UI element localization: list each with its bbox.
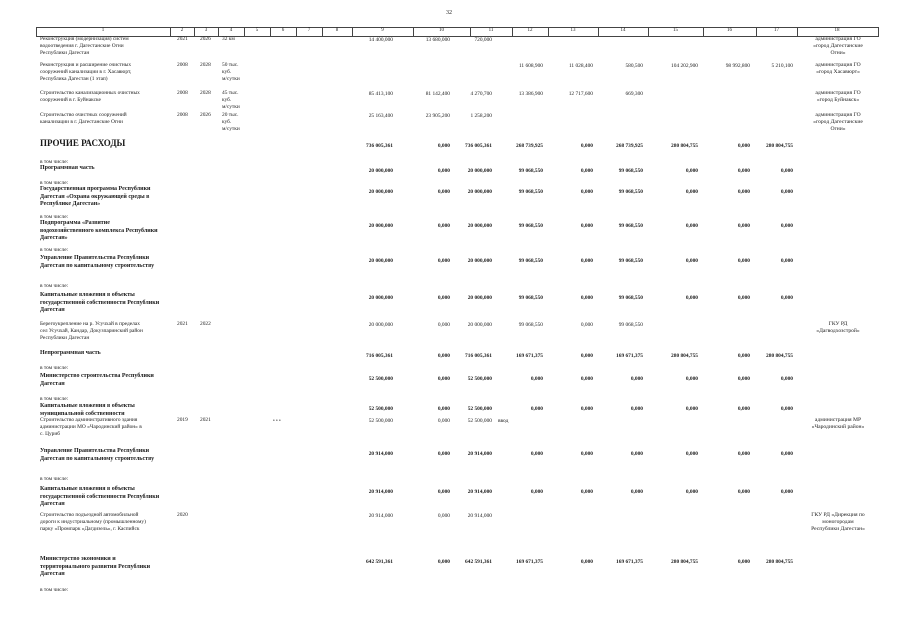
amount-v10: 20 914,000 <box>467 489 492 495</box>
row-label: Строительство подъездной автомобильной дороги к индустриальному (промышленному) парку «Промпарк «Дагдизель», г. Каспийск <box>40 512 146 532</box>
amount-v10: 52 500,000 <box>467 406 492 412</box>
amount-v14: 580,500 <box>625 63 643 69</box>
start-year: 2019 <box>177 417 188 423</box>
empty-column-dots: • • • <box>273 419 281 424</box>
amount-v8: 20 914,000 <box>368 513 393 519</box>
amount-v9: 0,000 <box>437 376 450 382</box>
column-divider <box>470 27 471 36</box>
amount-v10: 20 000,000 <box>467 223 492 229</box>
column-header: 15 <box>673 28 678 33</box>
amount-v15: 0,000 <box>685 258 698 264</box>
amount-v14: 0,000 <box>630 451 643 457</box>
capacity: 50 тыс. куб. м/сутки <box>222 62 240 82</box>
row-label: Строительство очистных сооружений канализации в г. Дагестанские Огни <box>40 112 127 125</box>
column-divider <box>352 27 353 36</box>
row-label: в том числе: <box>40 587 69 593</box>
amount-v13: 0,000 <box>580 143 593 149</box>
amount-v12: 268 739,925 <box>516 143 543 149</box>
row-label: Управление Правительства Республики Дагестан по капитальному строительству <box>40 255 155 269</box>
amount-v8: 642 591,361 <box>366 559 393 565</box>
amount-v15: 0,000 <box>685 189 698 195</box>
amount-v15: 0,000 <box>685 295 698 301</box>
start-year: 2008 <box>177 90 188 96</box>
amount-v14: 0,000 <box>630 406 643 412</box>
amount-v15: 280 804,755 <box>671 143 698 149</box>
amount-v13: 0,000 <box>580 322 593 328</box>
amount-v8: 20 914,000 <box>368 489 393 495</box>
responsible-org: ГКУ РД «Дагводхозстрой» <box>816 321 860 334</box>
column-header: 1 <box>101 28 105 33</box>
amount-v17: 280 804,755 <box>766 559 793 565</box>
column-divider <box>703 27 704 36</box>
amount-v10: 20 000,000 <box>467 189 492 195</box>
amount-v17: 0,000 <box>780 376 793 382</box>
end-year: 2021 <box>200 417 211 423</box>
amount-v8: 52 500,000 <box>368 376 393 382</box>
amount-v9: 0,000 <box>437 223 450 229</box>
start-year: 2020 <box>177 512 188 518</box>
amount-v13: 0,000 <box>580 489 593 495</box>
column-header: 2 <box>180 28 184 33</box>
amount-v13: 0,000 <box>580 189 593 195</box>
amount-v9: 0,000 <box>437 418 450 424</box>
amount-v16: 0,000 <box>737 559 750 565</box>
row-label: Министерство строительства Республики Дагестан <box>40 373 154 387</box>
amount-v10: 642 591,361 <box>465 559 492 565</box>
amount-v15: 280 804,755 <box>671 353 698 359</box>
amount-v15: 0,000 <box>685 168 698 174</box>
responsible-org: администрация ГО «город Дагестанские Огни» <box>813 36 863 56</box>
column-header: 8 <box>335 28 339 33</box>
row-label: в том числе: <box>40 396 69 402</box>
amount-v14: 99 068,550 <box>618 322 643 328</box>
column-divider <box>512 27 513 36</box>
column-header: 6 <box>281 28 285 33</box>
amount-v10: 20 000,000 <box>467 295 492 301</box>
amount-v8: 20 000,000 <box>368 189 393 195</box>
amount-v12: 0,000 <box>530 406 543 412</box>
column-divider <box>797 27 798 36</box>
amount-v16: 0,000 <box>737 353 750 359</box>
responsible-org: администрация ГО «город Дагестанские Огни» <box>813 112 863 132</box>
capacity: 20 тыс. куб. м/сутки <box>222 112 240 132</box>
amount-v13: 11 028,400 <box>568 63 593 69</box>
amount-v9: 0,000 <box>437 295 450 301</box>
amount-v12: 99 068,550 <box>518 295 543 301</box>
end-year: 2028 <box>200 62 211 68</box>
column-header: 7 <box>307 28 311 33</box>
amount-v14: 0,000 <box>630 376 643 382</box>
column-divider <box>194 27 195 36</box>
column-header: 16 <box>727 28 732 33</box>
row-label: Берегоукрепление на р. Усучхай в пределах сел Усучхай, Кандар, Докузпаринский район Республики Дагестан <box>40 321 143 341</box>
amount-v9: 0,000 <box>437 406 450 412</box>
amount-v9: 0,000 <box>437 168 450 174</box>
column-divider <box>218 27 219 36</box>
amount-v9: 0,000 <box>437 451 450 457</box>
row-label: ПРОЧИЕ РАСХОДЫ <box>40 138 126 148</box>
amount-v16: 0,000 <box>737 143 750 149</box>
end-year: 2022 <box>200 321 211 327</box>
row-label: в том числе: <box>40 365 69 371</box>
column-divider <box>598 27 599 36</box>
column-divider <box>548 27 549 36</box>
amount-v12: 99 068,550 <box>518 189 543 195</box>
amount-v14: 99 068,550 <box>618 189 643 195</box>
amount-v12: 169 671,375 <box>516 353 543 359</box>
amount-v16: 0,000 <box>737 295 750 301</box>
amount-v10: 20 000,000 <box>467 168 492 174</box>
amount-v10: 4 270,700 <box>470 91 492 97</box>
amount-v17: 280 804,755 <box>766 353 793 359</box>
amount-v12: 0,000 <box>530 376 543 382</box>
column-header: 3 <box>204 28 208 33</box>
column-header: 12 <box>527 28 533 33</box>
amount-v16: 0,000 <box>737 376 750 382</box>
amount-v9: 0,000 <box>437 489 450 495</box>
row-label: Программная часть <box>40 165 95 171</box>
amount-v8: 716 005,361 <box>366 353 393 359</box>
amount-v13: 0,000 <box>580 451 593 457</box>
end-year: 2028 <box>200 90 211 96</box>
amount-v13: 0,000 <box>580 353 593 359</box>
amount-v17: 0,000 <box>780 258 793 264</box>
amount-v12: 11 608,900 <box>518 63 543 69</box>
amount-v17: 0,000 <box>780 223 793 229</box>
column-header: 4 <box>229 28 233 33</box>
row-label: Реконструкция и расширение очистных сооружений канализации в г. Хасавюрт, Республика Дагестан (1 этап) <box>40 62 132 82</box>
column-header: 14 <box>620 28 626 33</box>
amount-v14: 669,300 <box>625 91 643 97</box>
column-header: 17 <box>774 28 779 33</box>
amount-v13: 0,000 <box>580 223 593 229</box>
row-label: Реконструкция (модернизация) систем водоотведения г. Дагестанские Огни Республики Дагестан <box>40 36 129 56</box>
row-label: Подпрограмма «Развитие водохозяйственного комплекса Республики Дагестан» <box>40 220 158 241</box>
amount-v10: 20 000,000 <box>467 258 492 264</box>
amount-v10: 20 000,000 <box>467 322 492 328</box>
row-label: Строительство канализационных очистных сооружений в г. Буйнакске <box>40 90 140 103</box>
amount-v10: 52 500,000 <box>467 418 492 424</box>
column-header: 10 <box>439 28 444 33</box>
amount-v17: 5 210,100 <box>771 63 793 69</box>
amount-v13: 0,000 <box>580 376 593 382</box>
amount-v13: 0,000 <box>580 406 593 412</box>
row-label: в том числе: <box>40 180 69 186</box>
column-header: 11 <box>488 28 494 33</box>
amount-v16: 0,000 <box>737 223 750 229</box>
amount-v17: 0,000 <box>780 189 793 195</box>
amount-v10: 20 914,000 <box>467 513 492 519</box>
amount-v14: 99 068,550 <box>618 295 643 301</box>
amount-v16: 0,000 <box>737 258 750 264</box>
row-label: в том числе: <box>40 283 69 289</box>
row-label: в том числе: <box>40 214 69 220</box>
column-divider <box>648 27 649 36</box>
column-divider <box>322 27 323 36</box>
amount-v12: 13 386,900 <box>518 91 543 97</box>
amount-v16: 0,000 <box>737 168 750 174</box>
amount-v8: 85 413,100 <box>368 91 393 97</box>
amount-v10: 52 500,000 <box>467 376 492 382</box>
amount-v9: 23 905,200 <box>425 113 450 119</box>
amount-v15: 0,000 <box>685 489 698 495</box>
amount-v10: 716 005,361 <box>465 353 492 359</box>
amount-v9: 13 680,000 <box>425 37 450 43</box>
responsible-org: администрация МР «Чародинский район» <box>811 417 865 430</box>
amount-v17: 0,000 <box>780 295 793 301</box>
amount-v8: 20 914,000 <box>368 451 393 457</box>
amount-v15: 0,000 <box>685 451 698 457</box>
amount-v9: 0,000 <box>437 189 450 195</box>
column-divider <box>296 27 297 36</box>
amount-v8: 20 000,000 <box>368 295 393 301</box>
start-year: 2021 <box>177 321 188 327</box>
column-divider <box>413 27 414 36</box>
amount-v15: 280 804,755 <box>671 559 698 565</box>
amount-v16: 0,000 <box>737 189 750 195</box>
column-divider <box>756 27 757 36</box>
amount-v14: 99 068,550 <box>618 223 643 229</box>
row-label: Строительство административного здания администрации МО «Чародинский район» в с. Цуриб <box>40 417 142 437</box>
row-label: Непрограммная часть <box>40 350 101 356</box>
amount-v10: 720,000 <box>474 37 492 43</box>
amount-v13: 12 717,600 <box>568 91 593 97</box>
amount-v8: 20 000,000 <box>368 223 393 229</box>
start-year: 2008 <box>177 62 188 68</box>
amount-v12: 99 068,550 <box>518 223 543 229</box>
column-divider <box>244 27 245 36</box>
amount-v8: 25 163,400 <box>368 113 393 119</box>
amount-v8: 736 005,361 <box>366 143 393 149</box>
amount-v8: 14 400,000 <box>368 37 393 43</box>
amount-v17: 0,000 <box>780 406 793 412</box>
row-label: Капитальные вложения в объекты муниципальной собственности <box>40 403 135 417</box>
column-divider <box>270 27 271 36</box>
amount-v15: 0,000 <box>685 223 698 229</box>
amount-v10: 20 914,000 <box>467 451 492 457</box>
row-label: Государственная программа Республики Дагестан «Охрана окружающей среды в Республике Дагестан» <box>40 186 151 207</box>
row-label: Управление Правительства Республики Дагестан по капитальному строительству <box>40 448 155 462</box>
amount-v14: 169 671,375 <box>616 353 643 359</box>
amount-v9: 0,000 <box>437 322 450 328</box>
amount-v12: 0,000 <box>530 451 543 457</box>
amount-v8: 20 000,000 <box>368 168 393 174</box>
amount-v17: 0,000 <box>780 489 793 495</box>
row-label: Капитальные вложения в объекты государственной собственности Республики Дагестан <box>40 486 160 507</box>
amount-v10: 1 258,200 <box>470 113 492 119</box>
capacity: 32 км <box>222 36 235 42</box>
amount-v16: 98 992,800 <box>725 63 750 69</box>
amount-v12: 169 671,375 <box>516 559 543 565</box>
column-header: 13 <box>570 28 576 33</box>
start-year: 2021 <box>177 36 188 42</box>
amount-v12: 99 068,550 <box>518 168 543 174</box>
amount-v15: 104 202,900 <box>671 63 698 69</box>
amount-v8: 20 000,000 <box>368 258 393 264</box>
amount-v13: 0,000 <box>580 258 593 264</box>
amount-v9: 81 142,400 <box>425 91 450 97</box>
amount-v15: 0,000 <box>685 376 698 382</box>
start-year: 2008 <box>177 112 188 118</box>
end-year: 2026 <box>200 112 211 118</box>
amount-v9: 0,000 <box>437 513 450 519</box>
amount-v8: 52 500,000 <box>368 406 393 412</box>
column-divider <box>170 27 171 36</box>
amount-v12: 99 068,550 <box>518 322 543 328</box>
amount-v14: 0,000 <box>630 489 643 495</box>
amount-v8: 20 000,000 <box>368 322 393 328</box>
amount-v17: 0,000 <box>780 168 793 174</box>
amount-v13: 0,000 <box>580 295 593 301</box>
responsible-org: администрация ГО «город Хасавюрт» <box>815 62 861 75</box>
amount-v9: 0,000 <box>437 258 450 264</box>
amount-v9: 0,000 <box>437 143 450 149</box>
amount-v14: 169 671,375 <box>616 559 643 565</box>
amount-v9: 0,000 <box>437 559 450 565</box>
amount-v12: 99 068,550 <box>518 258 543 264</box>
amount-v17: 0,000 <box>780 451 793 457</box>
column-header: 9 <box>381 28 384 33</box>
amount-v13: 0,000 <box>580 168 593 174</box>
amount-v16: 0,000 <box>737 406 750 412</box>
row-label: в том числе: <box>40 476 69 482</box>
amount-v16: 0,000 <box>737 451 750 457</box>
amount-v12: 0,000 <box>530 489 543 495</box>
amount-v15: 0,000 <box>685 406 698 412</box>
amount-v14: 99 068,550 <box>618 168 643 174</box>
row-label: в том числе: <box>40 159 69 165</box>
row-label: в том числе: <box>40 247 69 253</box>
amount-v13: 0,000 <box>580 559 593 565</box>
status-note: ввод <box>498 418 509 424</box>
row-label: Капитальные вложения в объекты государственной собственности Республики Дагестан <box>40 292 160 313</box>
responsible-org: ГКУ РД «Дирекция по моногородам Республики Дагестан» <box>811 512 865 532</box>
amount-v14: 99 068,550 <box>618 258 643 264</box>
column-header: 5 <box>255 28 259 33</box>
amount-v17: 280 804,755 <box>766 143 793 149</box>
amount-v14: 268 739,925 <box>616 143 643 149</box>
end-year: 2026 <box>200 36 211 42</box>
row-label: Министерство экономики и территориального развития Республики Дагестан <box>40 556 151 577</box>
responsible-org: администрация ГО «город Буйнакск» <box>815 90 861 103</box>
amount-v9: 0,000 <box>437 353 450 359</box>
capacity: 45 тыс. куб. м/сутки <box>222 90 240 110</box>
amount-v10: 736 005,361 <box>465 143 492 149</box>
column-header: 18 <box>834 28 840 33</box>
amount-v16: 0,000 <box>737 489 750 495</box>
amount-v8: 52 500,000 <box>368 418 393 424</box>
page-number: 32 <box>446 10 452 16</box>
